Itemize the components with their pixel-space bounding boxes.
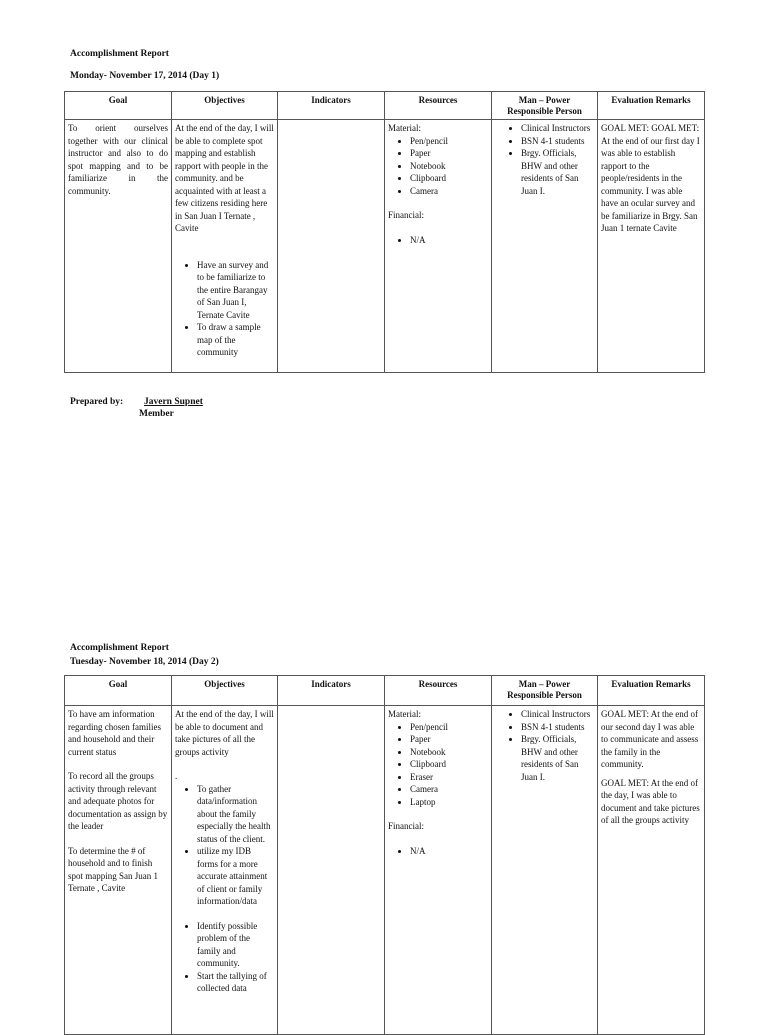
header-goal: Goal bbox=[65, 676, 172, 706]
list-item: • Notebook bbox=[410, 160, 488, 173]
financial-label: Financial: bbox=[388, 210, 424, 221]
prepared-by-name: Javern Supnet bbox=[144, 397, 203, 407]
list-item: • Clipboard bbox=[410, 758, 488, 771]
header-goal: Goal bbox=[65, 92, 172, 120]
evaluation-cell bbox=[598, 120, 705, 373]
report-title-day2: Accomplishment Report bbox=[70, 643, 169, 653]
list-item: • N/A bbox=[410, 234, 488, 247]
goal-text: To record all the groups activity through relevant and adequate photos for documentation as assign by the leader bbox=[68, 771, 168, 832]
header-objectives: Objectives bbox=[172, 676, 278, 706]
objectives-intro: At the end of the day, I will be able to complete spot mapping and establish rapport with people in the community. and be acquainted with at least a few citizens residing here in San Juan I Ternate , Cavite bbox=[175, 123, 274, 234]
list-item: • Clipboard bbox=[410, 172, 488, 185]
list-item: • Clinical Instructors bbox=[521, 122, 594, 135]
resources-cell bbox=[385, 120, 492, 373]
materials-list bbox=[388, 135, 488, 198]
manpower-list bbox=[495, 708, 594, 783]
report-table-day2 bbox=[64, 675, 705, 1035]
objectives-cell bbox=[172, 706, 278, 1035]
list-item: • To gather data/information about the family especially the health status of the client. bbox=[197, 783, 274, 846]
report-date-day1: Monday- November 17, 2014 (Day 1) bbox=[70, 71, 220, 81]
goal-cell bbox=[65, 706, 172, 1035]
list-item: • Start the tallying of collected data bbox=[197, 970, 274, 995]
indicators-cell bbox=[278, 120, 385, 373]
manpower-cell bbox=[492, 120, 598, 373]
evaluation-text: GOAL MET: At the end of the day, I was able to document and take pictures of all the groups activity bbox=[601, 777, 700, 826]
prepared-by-label: Prepared by: bbox=[70, 397, 124, 407]
goal-text: To determine the # of household and to finish spot mapping San Juan 1 Ternate , Cavite bbox=[68, 845, 158, 894]
objectives-list bbox=[175, 783, 274, 908]
header-indicators: Indicators bbox=[278, 92, 385, 120]
header-indicators: Indicators bbox=[278, 676, 385, 706]
header-evaluation: Evaluation Remarks bbox=[598, 676, 705, 706]
objectives-cell bbox=[172, 120, 278, 373]
list-item: • Brgy. Officials, BHW and other residents of San Juan I. bbox=[521, 733, 594, 783]
list-item: • Camera bbox=[410, 185, 488, 198]
report-table-day1 bbox=[64, 91, 705, 373]
header-manpower: Man – Power Responsible Person bbox=[492, 92, 598, 120]
goal-text: To orient ourselves together with our clinical instructor and also to do spot mapping and to be familiarize in the community. bbox=[68, 123, 168, 196]
table-row bbox=[65, 706, 705, 1035]
resources-cell bbox=[385, 706, 492, 1035]
table-row bbox=[65, 120, 705, 373]
list-item: • Identify possible problem of the family and community. bbox=[197, 920, 274, 970]
material-label: Material: bbox=[388, 709, 421, 720]
list-item: • Brgy. Officials, BHW and other residents of San Juan I. bbox=[521, 147, 594, 197]
list-item: • Pen/pencil bbox=[410, 135, 488, 148]
table-header-row bbox=[65, 676, 705, 706]
objectives-intro: At the end of the day, I will be able to document and take pictures of all the groups activity bbox=[175, 709, 274, 757]
list-item: • Camera bbox=[410, 783, 488, 796]
materials-list bbox=[388, 721, 488, 809]
goal-cell bbox=[65, 120, 172, 373]
financial-list bbox=[388, 845, 488, 858]
header-evaluation: Evaluation Remarks bbox=[598, 92, 705, 120]
evaluation-text: GOAL MET: GOAL MET: At the end of our first day I was able to establish rapport to the people/residents in the community. I was able have an ocular survey and be familiarize in Brgy. San Juan 1 ternate Cavite bbox=[601, 123, 700, 234]
material-label: Material: bbox=[388, 123, 421, 134]
manpower-cell bbox=[492, 706, 598, 1035]
table-header-row bbox=[65, 92, 705, 120]
list-item: • Laptop bbox=[410, 796, 488, 809]
list-item: • Notebook bbox=[410, 746, 488, 759]
list-item: • Have an survey and to be familiarize to the entire Barangay of San Juan I, Ternate Cavite bbox=[197, 259, 274, 322]
list-item: • Paper bbox=[410, 733, 488, 746]
indicators-cell bbox=[278, 706, 385, 1035]
header-manpower: Man – Power Responsible Person bbox=[492, 676, 598, 706]
evaluation-text: GOAL MET: At the end of our second day I was able to communicate and assess the family in the community. bbox=[601, 709, 699, 770]
list-item: • BSN 4-1 students bbox=[521, 135, 594, 148]
prepared-by-role: Member bbox=[139, 409, 174, 419]
list-item: • To draw a sample map of the community bbox=[197, 321, 274, 359]
header-resources: Resources bbox=[385, 92, 492, 120]
list-item: • Clinical Instructors bbox=[521, 708, 594, 721]
objectives-list bbox=[175, 259, 274, 359]
evaluation-cell bbox=[598, 706, 705, 1035]
manpower-list bbox=[495, 122, 594, 197]
financial-list bbox=[388, 234, 488, 247]
objectives-list bbox=[175, 920, 274, 995]
list-item: • BSN 4-1 students bbox=[521, 721, 594, 734]
list-item: • utilize my IDB forms for a more accurate attainment of client or family information/data bbox=[197, 845, 274, 908]
report-date-day2: Tuesday- November 18, 2014 (Day 2) bbox=[70, 657, 219, 667]
report-title-day1: Accomplishment Report bbox=[70, 49, 169, 59]
list-item: • Eraser bbox=[410, 771, 488, 784]
header-resources: Resources bbox=[385, 676, 492, 706]
header-objectives: Objectives bbox=[172, 92, 278, 120]
goal-text: To have am information regarding chosen families and household and their current status bbox=[68, 709, 161, 757]
list-item: • Paper bbox=[410, 147, 488, 160]
financial-label: Financial: bbox=[388, 821, 424, 832]
list-item: • N/A bbox=[410, 845, 488, 858]
list-item: • Pen/pencil bbox=[410, 721, 488, 734]
objectives-dot: . bbox=[175, 771, 178, 782]
